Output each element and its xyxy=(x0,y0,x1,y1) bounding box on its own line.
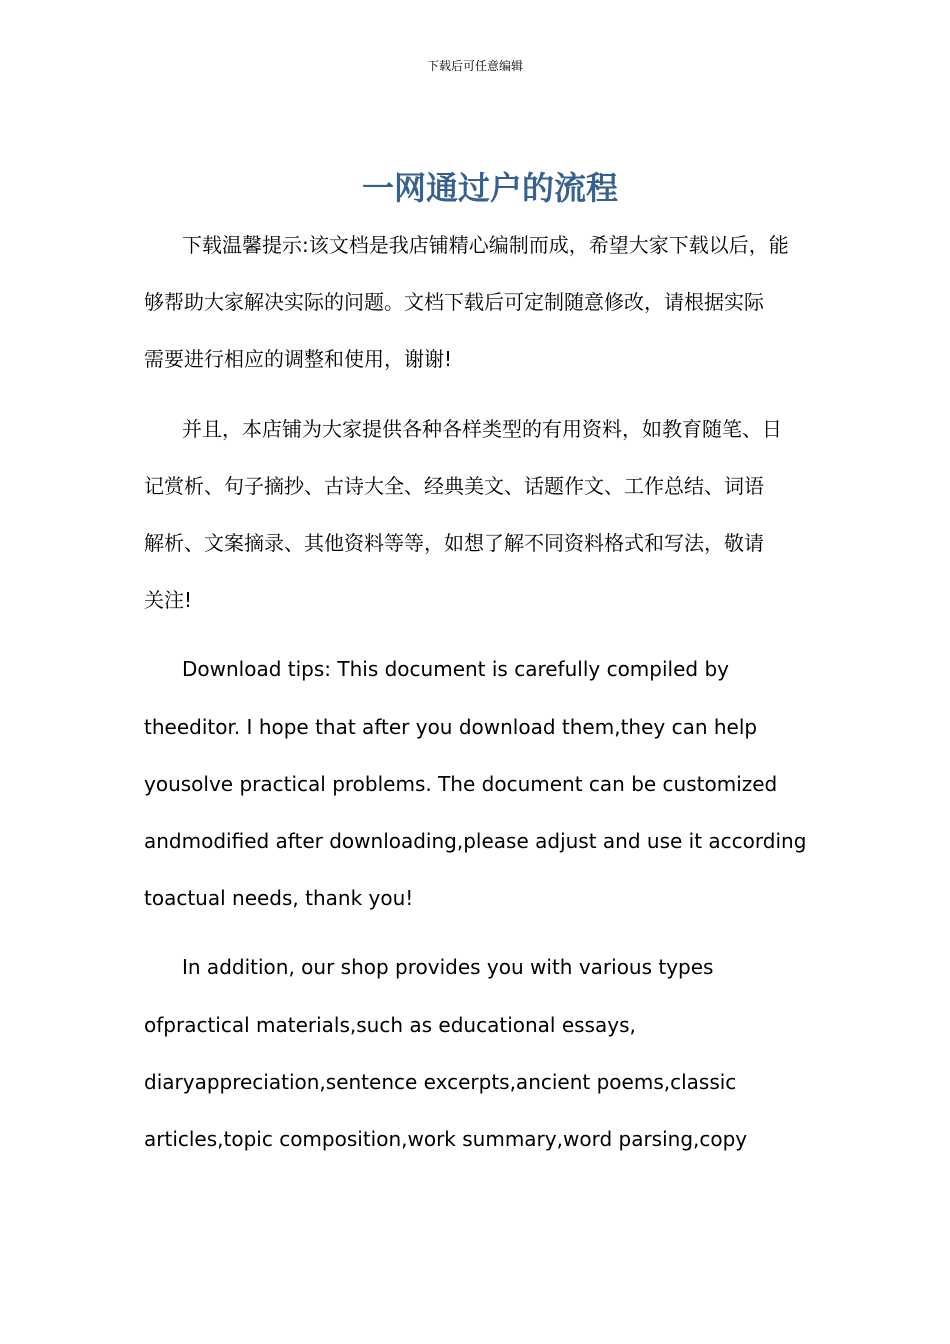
text-line: 需要进行相应的调整和使用，谢谢! xyxy=(144,347,453,372)
paragraph-resources-en xyxy=(144,939,814,1168)
text-line: yousolve practical problems. The document can be customized xyxy=(144,771,778,796)
text-line: toactual needs, thank you! xyxy=(144,886,414,911)
text-line: theeditor. I hope that after you download them,they can help xyxy=(144,714,758,739)
text-line: 下载温馨提示:该文档是我店铺精心编制而成，希望大家下载以后，能 xyxy=(182,233,789,257)
text-line: Download tips: This document is carefully compiled by xyxy=(182,657,729,682)
paragraph-download-tip-en xyxy=(144,641,814,927)
text-line: 记赏析、句子摘抄、古诗大全、经典美文、话题作文、工作总结、词语 xyxy=(144,473,764,498)
header-note: 下载后可任意编辑 xyxy=(426,59,523,73)
text-line: 解析、文案摘录、其他资料等等，如想了解不同资料格式和写法，敬请 xyxy=(144,531,764,556)
document-body xyxy=(144,217,814,1168)
paragraph-resources-zh xyxy=(144,401,814,630)
text-line: articles,topic composition,work summary,word parsing,copy xyxy=(144,1127,748,1152)
paragraph-download-tip-zh xyxy=(144,217,814,389)
text-line: diaryappreciation,sentence excerpts,ancient poems,classic xyxy=(144,1069,737,1094)
text-line: andmodified after downloading,please adjust and use it according xyxy=(144,829,807,854)
text-line: 关注! xyxy=(144,588,193,613)
text-line: In addition, our shop provides you with various types xyxy=(182,955,714,980)
text-line: ofpractical materials,such as educational essays, xyxy=(144,1012,636,1037)
text-line: 并且，本店铺为大家提供各种各样类型的有用资料，如教育随笔、日 xyxy=(182,416,782,441)
document-title: 一网通过户的流程 xyxy=(361,169,618,207)
text-line: 够帮助大家解决实际的问题。文档下载后可定制随意修改，请根据实际 xyxy=(144,290,764,315)
